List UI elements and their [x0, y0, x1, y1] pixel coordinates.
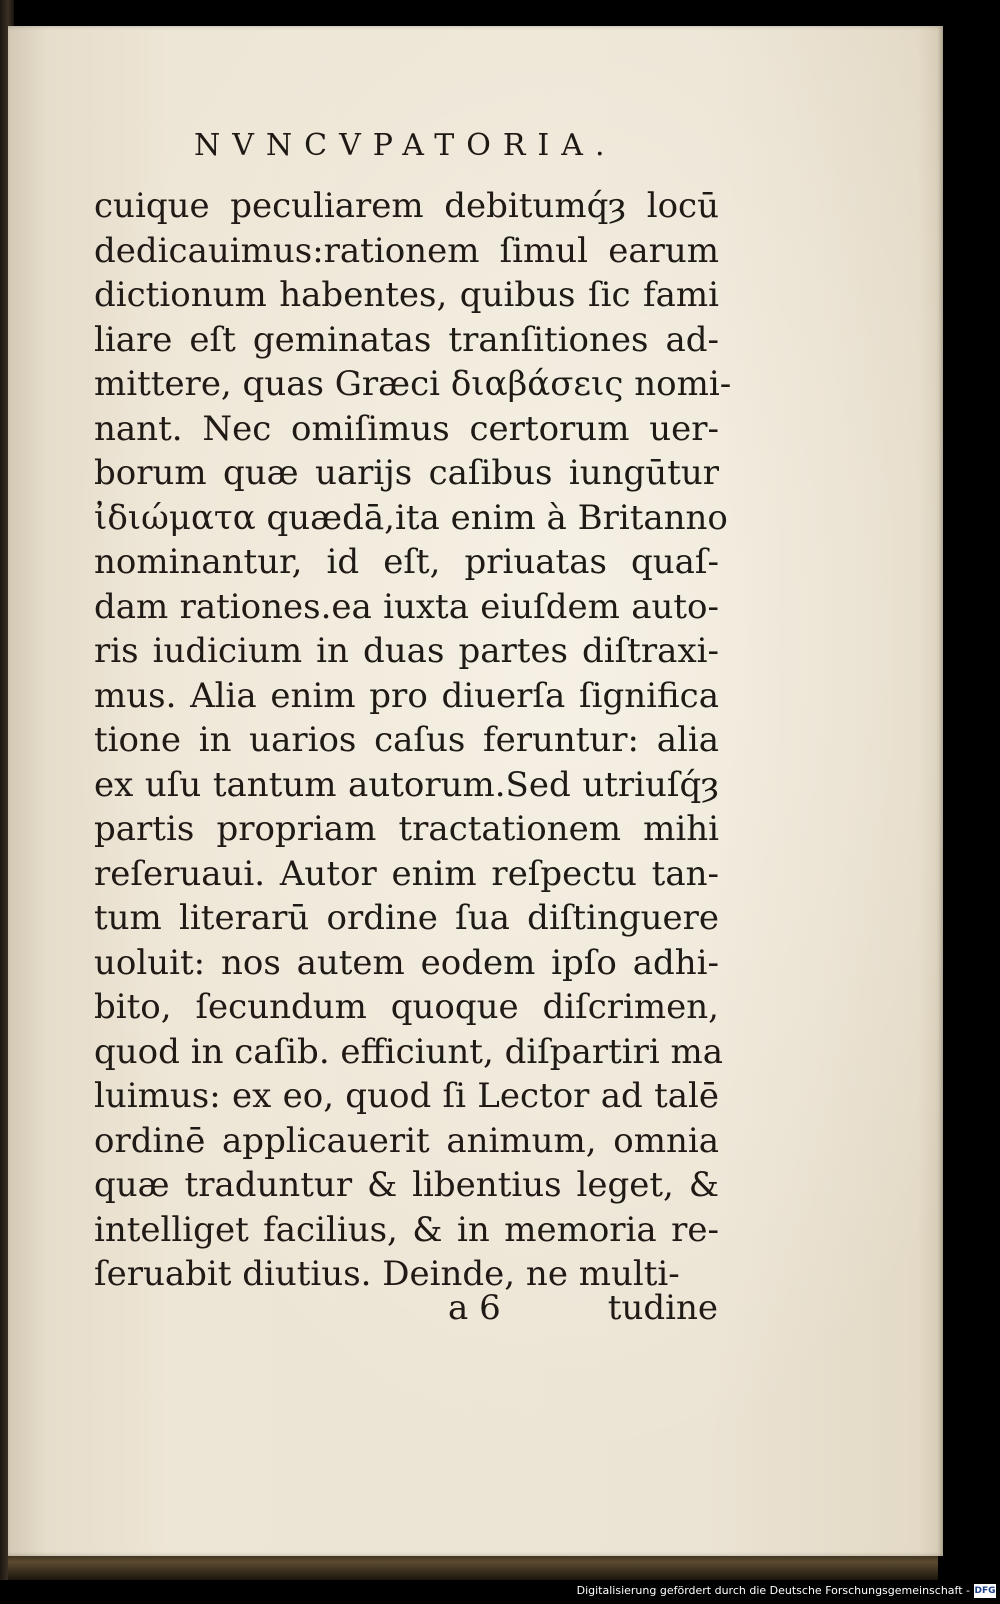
text-line: partis propriam tractationem mihi: [94, 809, 719, 849]
text-line: reſeruaui. Autor enim reſpectu tan-: [94, 853, 719, 894]
text-line: luimus: ex eo, quod ſi Lector ad talē: [94, 1076, 719, 1116]
text-line: borum quæ uarijs caſibus iungūtur: [94, 453, 719, 493]
text-line: ἰδιώματα quædā,ita enim à Britanno: [94, 497, 728, 538]
text-line: bito, ſecundum quoque diſcrimen,: [94, 987, 719, 1027]
text-line: cuique peculiarem debitumq́ȝ locū: [94, 186, 719, 226]
text-line: ordinē applicauerit animum, omnia: [94, 1120, 719, 1161]
running-head: NVNCVPATORIA.: [194, 128, 617, 163]
text-line: intelliget facilius, & in memoria re-: [94, 1209, 719, 1250]
text-line: ſeruabit diutius. Deinde, ne multi-: [94, 1254, 680, 1294]
text-line: uoluit: nos autem eodem ipſo adhi-: [94, 942, 719, 983]
page-footer-line: [448, 1288, 718, 1332]
book-page: [8, 26, 943, 1556]
dfg-logo-icon: DFG: [974, 1586, 996, 1596]
text-line: mittere, quas Græci διαβάσεις nomi-: [94, 364, 732, 404]
text-line: tione in uarios caſus feruntur: alia: [94, 720, 719, 760]
text-line: dictionum habentes, quibus ſic fami: [94, 275, 719, 315]
body-text: [94, 184, 732, 1297]
catchword: tudine: [607, 1288, 718, 1328]
text-line: quæ traduntur & libentius leget, &: [94, 1165, 719, 1205]
text-line: nominantur, id eſt, priuatas quaſ-: [94, 542, 719, 582]
signature-mark: a 6: [448, 1288, 501, 1328]
text-line: ris iudicium in duas partes diſtraxi-: [94, 631, 719, 671]
text-line: dam rationes.ea iuxta eiuſdem auto-: [94, 586, 719, 627]
text-line: liare eſt geminatas tranſitiones ad-: [94, 319, 719, 360]
text-line: mus. Alia enim pro diuerſa ſignifica: [94, 675, 719, 716]
text-line: nant. Nec omiſimus certorum uer-: [94, 408, 719, 449]
text-line: dedicauimus:rationem ſimul earum: [94, 230, 719, 271]
text-line: ex uſu tantum autorum.Sed utriuſq́ȝ: [94, 764, 719, 805]
digitization-footer: [0, 1580, 1000, 1604]
text-line: tum literarū ordine ſua diſtinguere: [94, 898, 719, 938]
digitization-credit: Digitalisierung gefördert durch die Deutsche Forschungsgemeinschaft -: [576, 1584, 970, 1597]
text-line: quod in caſib. efficiunt, diſpartiri ma: [94, 1031, 724, 1072]
